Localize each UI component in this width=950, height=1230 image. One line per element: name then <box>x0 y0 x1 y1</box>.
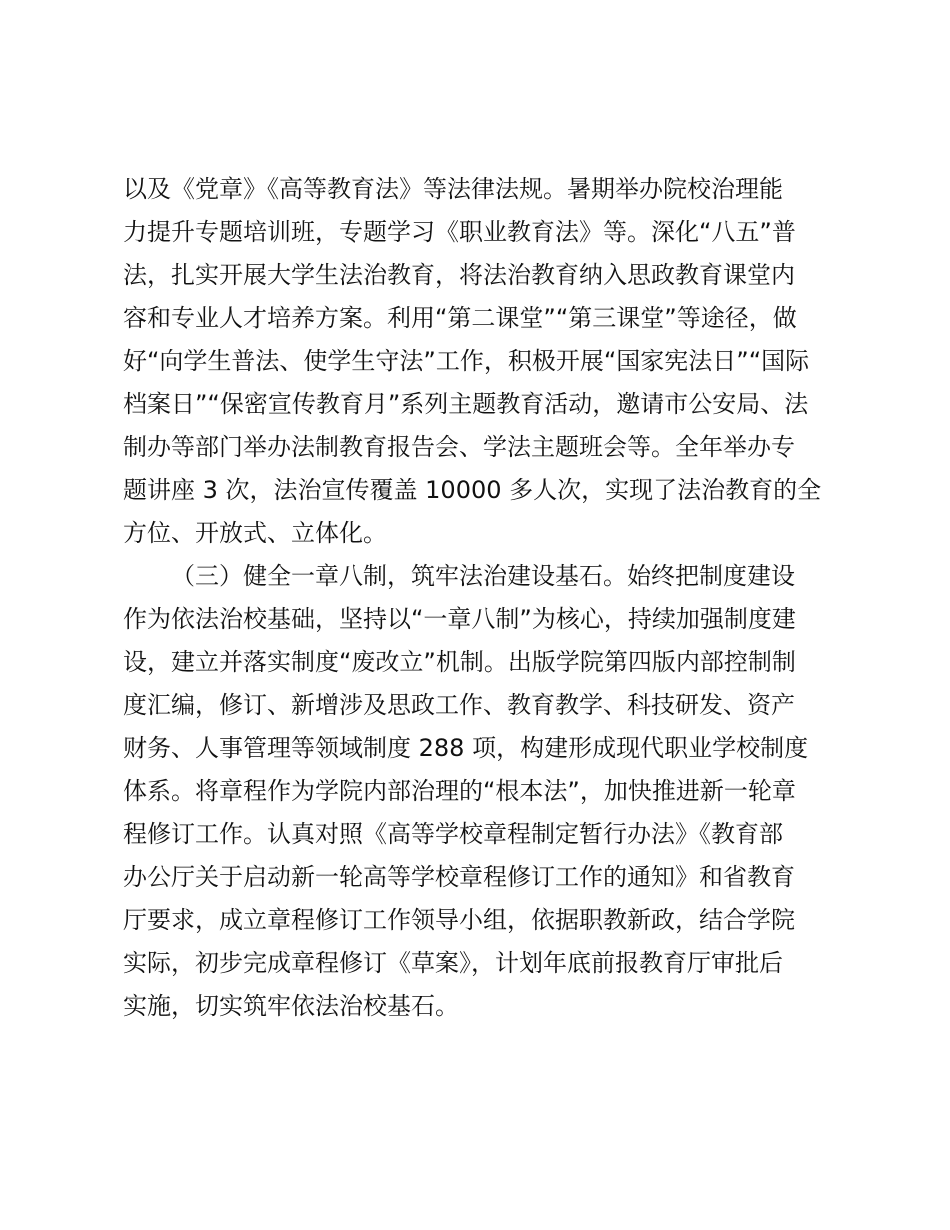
paragraph-1 <box>123 168 835 555</box>
text-line: 方位、开放式、立体化。 <box>123 519 387 547</box>
text-line: 实施，切实筑牢依法治校基石。 <box>123 992 459 1020</box>
text-line-indented: （三）健全一章八制，筑牢法治建设基石。始终把制度建设 <box>171 562 795 590</box>
text-line: 以及《党章》《高等教育法》等法律法规。暑期举办院校治理能 <box>123 175 783 203</box>
text-line: 财务、人事管理等领域制度 288 项，构建形成现代职业学校制度 <box>123 734 809 762</box>
text-line: 制办等部门举办法制教育报告会、学法主题班会等。全年举办专 <box>123 433 795 461</box>
paragraph-2 <box>123 555 835 1028</box>
text-line: 题讲座 3 次，法治宣传覆盖 10000 多人次，实现了法治教育的全 <box>123 476 822 504</box>
text-line: 办公厅关于启动新一轮高等学校章程修订工作的通知》和省教育 <box>123 863 795 891</box>
document-body <box>123 168 835 1028</box>
text-line: 度汇编，修订、新增涉及思政工作、教育教学、科技研发、资产 <box>123 691 795 719</box>
text-line: 法，扎实开展大学生法治教育，将法治教育纳入思政教育课堂内 <box>123 261 795 289</box>
text-line: 厅要求，成立章程修订工作领导小组，依据职教新政，结合学院 <box>123 906 795 934</box>
text-line: 档案日”“保密宣传教育月”系列主题教育活动，邀请市公安局、法 <box>123 390 809 418</box>
text-line: 实际，初步完成章程修订《草案》，计划年底前报教育厅审批后 <box>123 949 783 977</box>
text-line: 设，建立并落实制度“废改立”机制。出版学院第四版内部控制制 <box>123 648 796 676</box>
text-line: 体系。将章程作为学院内部治理的“根本法”，加快推进新一轮章 <box>123 777 796 805</box>
text-line: 力提升专题培训班，专题学习《职业教育法》等。深化“八五”普 <box>123 218 796 246</box>
text-line: 作为依法治校基础，坚持以“一章八制”为核心，持续加强制度建 <box>123 605 796 633</box>
text-line: 程修订工作。认真对照《高等学校章程制定暂行办法》《教育部 <box>123 820 783 848</box>
text-line: 好“向学生普法、使学生守法”工作，积极开展“国家宪法日”“国际 <box>123 347 810 375</box>
text-line: 容和专业人才培养方案。利用“第二课堂”“第三课堂”等途径，做 <box>123 304 797 332</box>
